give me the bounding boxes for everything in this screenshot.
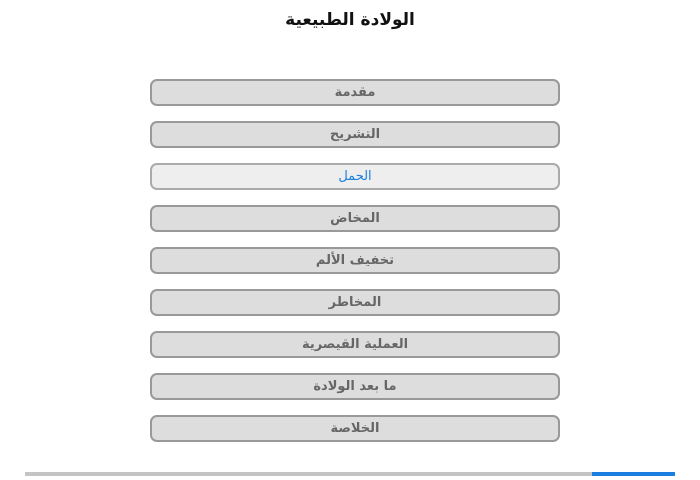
menu-item-pain-relief[interactable]: تخفيف الألم xyxy=(150,247,560,274)
progress-bar xyxy=(25,472,675,476)
menu-item-cesarean[interactable]: العملية القيصرية xyxy=(150,331,560,358)
page-title: الولادة الطبيعية xyxy=(285,10,415,30)
menu-item-risks[interactable]: المخاطر xyxy=(150,289,560,316)
menu-item-summary[interactable]: الخلاصة xyxy=(150,415,560,442)
menu-item-postpartum[interactable]: ما بعد الولادة xyxy=(150,373,560,400)
menu-item-labor[interactable]: المخاض xyxy=(150,205,560,232)
chapter-menu xyxy=(150,79,560,457)
menu-item-anatomy[interactable]: التشريح xyxy=(150,121,560,148)
menu-item-pregnancy[interactable]: الحمل xyxy=(150,163,560,190)
menu-item-introduction[interactable]: مقدمة xyxy=(150,79,560,106)
progress-bar-fill xyxy=(592,472,675,476)
